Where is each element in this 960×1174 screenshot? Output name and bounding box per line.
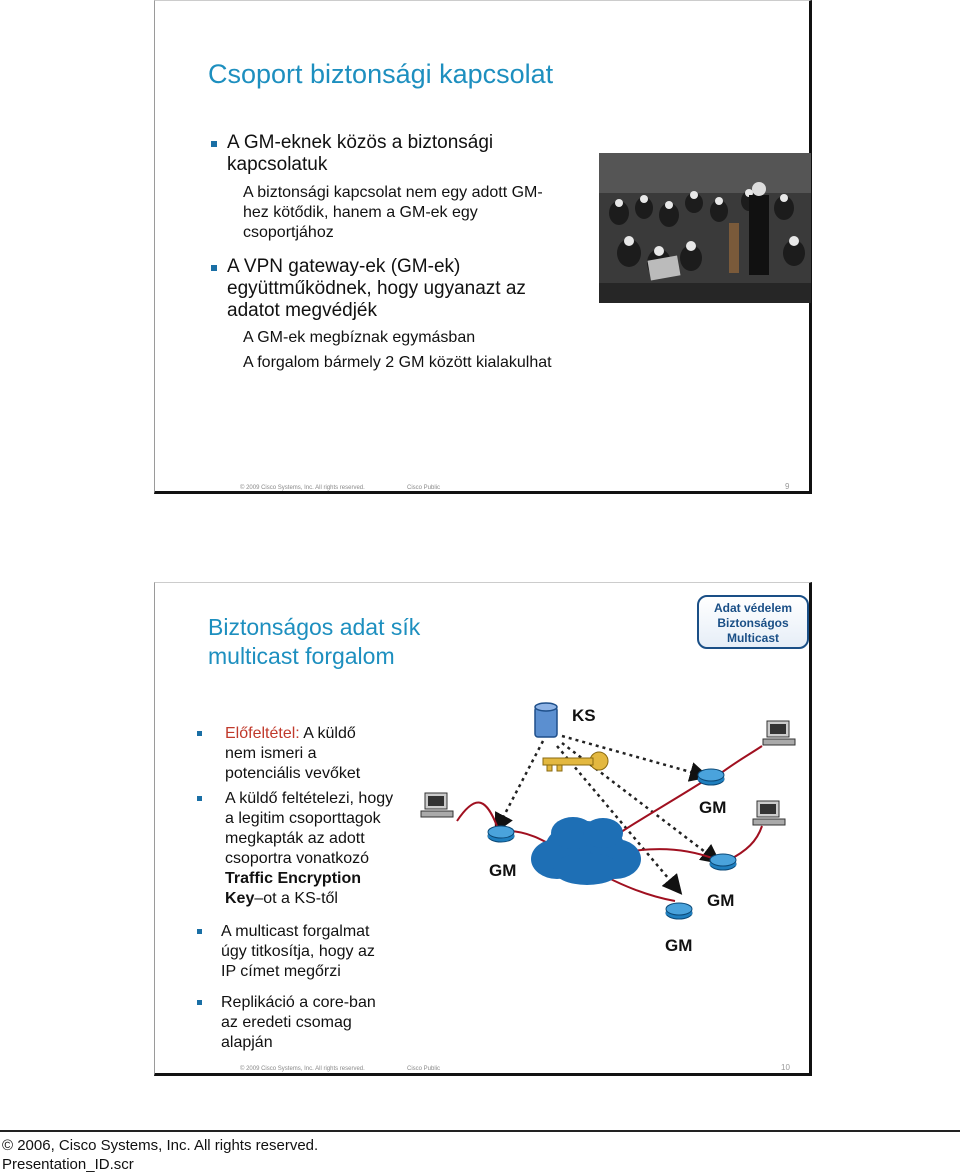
copyright-footer: © 2009 Cisco Systems, Inc. All rights reserved. <box>240 485 365 491</box>
page-number: 10 <box>781 1063 790 1072</box>
bullet-marker <box>197 1000 202 1005</box>
computer-icon <box>763 721 795 745</box>
ks-label: KS <box>572 706 596 725</box>
computer-icon <box>421 793 453 817</box>
bullet-text: adatot megvédjék <box>227 300 377 321</box>
slide-title <box>208 613 420 671</box>
badge-line: Biztonságos <box>717 616 789 630</box>
sub-bullet-text: hez kötődik, hanem a GM-ek egy <box>243 204 478 221</box>
topic-badge <box>697 595 809 649</box>
bullet-text: az eredeti csomag <box>221 1014 352 1031</box>
bullet-text: A VPN gateway-ek (GM-ek) <box>227 256 461 277</box>
sub-bullet-text: A forgalom bármely 2 GM között kialakulhat <box>243 354 552 371</box>
page-copyright: © 2006, Cisco Systems, Inc. All rights reserved. <box>2 1137 319 1154</box>
bullet-text: IP címet megőrzi <box>221 963 341 980</box>
gm-label: GM <box>707 891 735 910</box>
classification-label: Cisco Public <box>407 485 441 491</box>
bullet-text: megkapták az adott <box>225 830 365 847</box>
bullet-marker <box>197 796 202 801</box>
orchestra-photo <box>599 153 811 303</box>
bullet-text: potenciális vevőket <box>225 765 361 782</box>
gm-label: GM <box>489 861 517 880</box>
bullet-text: kapcsolatuk <box>227 154 328 175</box>
bullet-marker <box>197 731 202 736</box>
sub-bullet-text: csoportjához <box>243 224 334 241</box>
title-line: Biztonságos adat sík <box>208 614 421 640</box>
badge-line: Multicast <box>726 631 779 645</box>
bullet-text: Traffic Encryption <box>225 870 362 887</box>
prerequisite-label: Előfeltétel: <box>225 725 300 742</box>
bullet-text: Replikáció a core-ban <box>221 994 376 1011</box>
bullet-text: A küldő feltételezi, hogy <box>225 790 394 807</box>
bullet-marker <box>197 929 202 934</box>
bullet-text <box>225 889 338 909</box>
multicast-diagram <box>417 701 809 961</box>
bullet-text: nem ismeri a <box>225 745 317 762</box>
router-icon <box>698 769 724 785</box>
key-server-icon <box>535 703 557 737</box>
bullet-text: együttműködnek, hogy ugyanazt az <box>227 278 526 299</box>
bullet-text: A GM-eknek közös a biztonsági <box>227 132 494 153</box>
bullet-text-rest: –ot a KS-től <box>254 890 338 907</box>
slide-title: Csoport biztonsági kapcsolat <box>208 59 554 89</box>
sub-bullet-text: A GM-ek megbíznak egymásban <box>243 329 476 346</box>
bullet-marker <box>211 141 217 147</box>
router-icon <box>666 903 692 919</box>
page-number: 9 <box>785 482 790 491</box>
bullet-text: a legitim csoporttagok <box>225 810 381 827</box>
badge-line: Adat védelem <box>713 601 793 615</box>
bullet-text: A multicast forgalmat <box>221 923 370 940</box>
bullet-text: alapján <box>221 1034 273 1051</box>
bullet-text: úgy titkosítja, hogy az <box>221 943 375 960</box>
bullet-text: csoportra vonatkozó <box>225 850 370 867</box>
copyright-footer: © 2009 Cisco Systems, Inc. All rights reserved. <box>240 1066 365 1072</box>
gm-label: GM <box>699 798 727 817</box>
key-bold: Key <box>225 890 255 907</box>
slide-10 <box>154 582 812 1076</box>
computer-icon <box>753 801 785 825</box>
title-line: multicast forgalom <box>208 643 395 669</box>
router-icon <box>710 854 736 870</box>
footer-divider <box>0 1130 960 1132</box>
bullet-marker <box>211 265 217 271</box>
bullet-text-rest: A küldő <box>303 725 356 742</box>
gm-label: GM <box>665 936 693 955</box>
bullet-text <box>225 724 356 744</box>
slide-9 <box>154 0 812 494</box>
sub-bullet-text: A biztonsági kapcsolat nem egy adott GM- <box>243 184 543 201</box>
presentation-id: Presentation_ID.scr <box>2 1156 134 1173</box>
classification-label: Cisco Public <box>407 1066 441 1072</box>
router-icon <box>488 826 514 842</box>
